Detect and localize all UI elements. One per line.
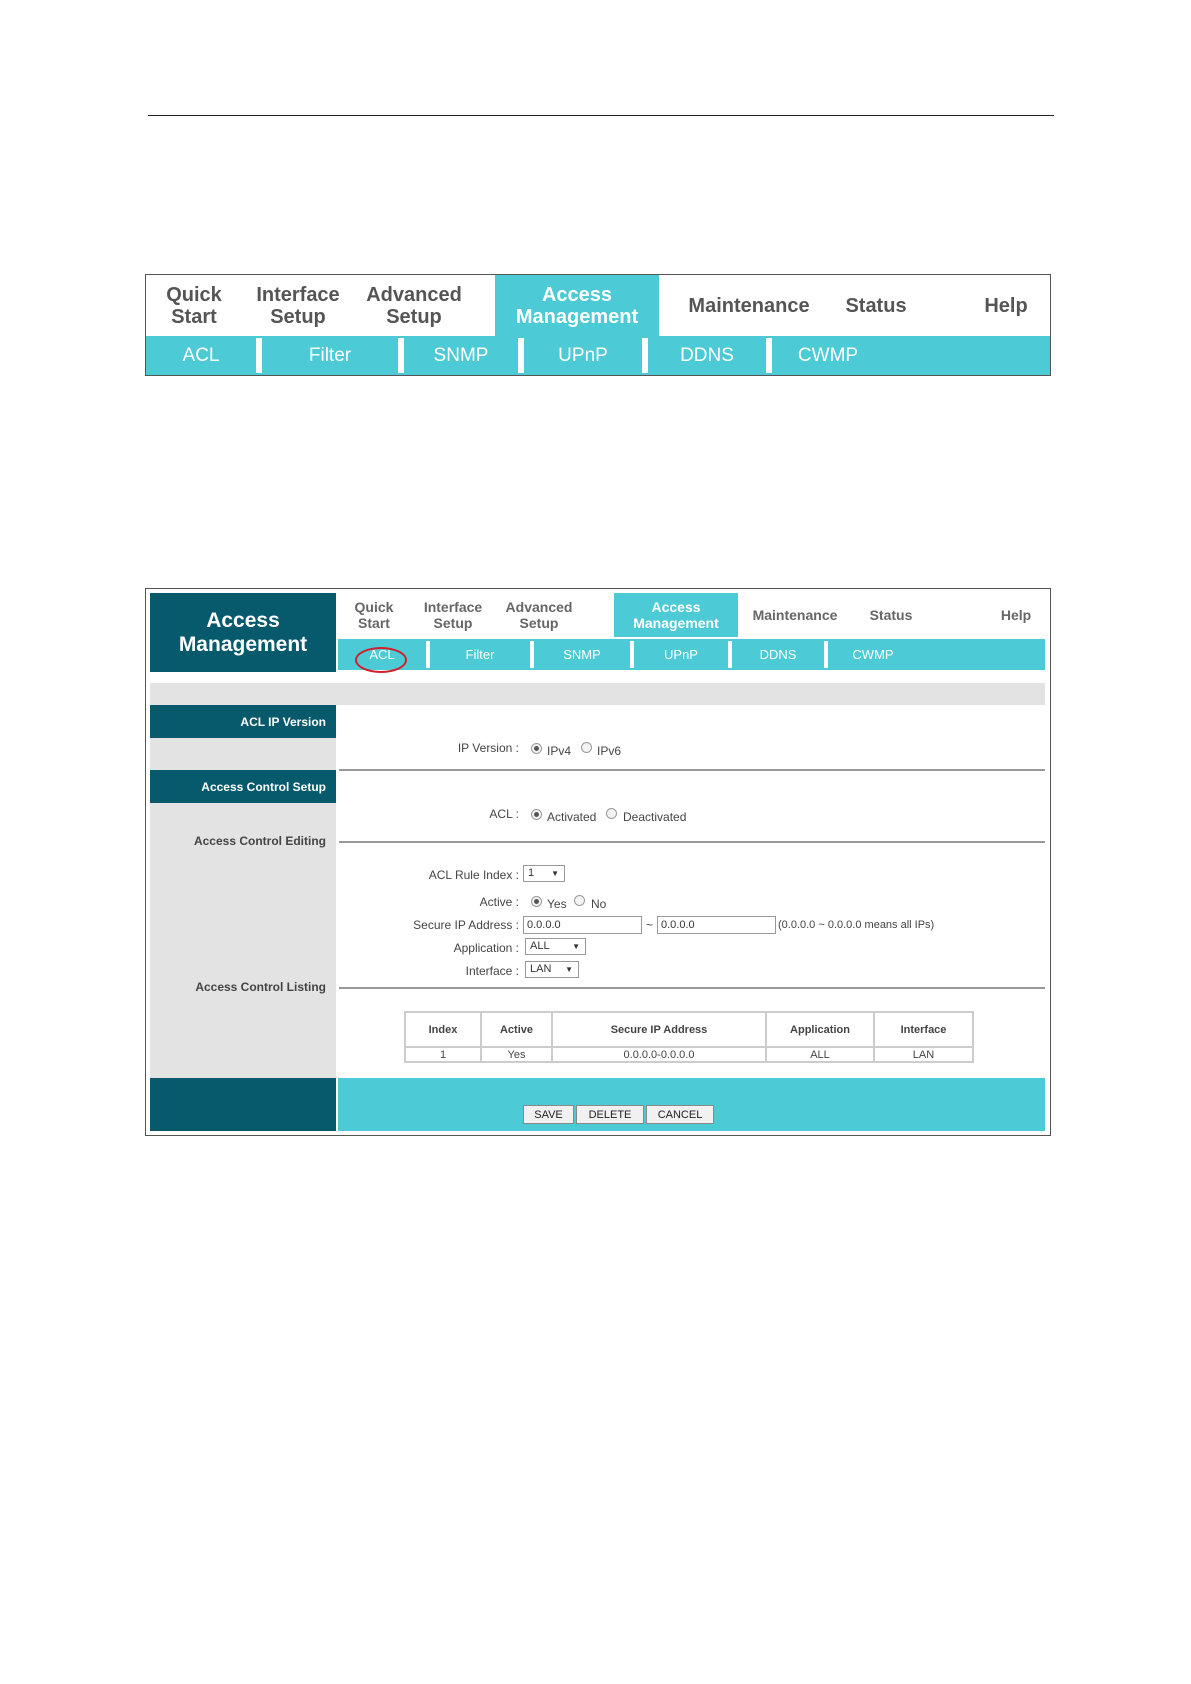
- ipv6-label: IPv6: [597, 744, 622, 758]
- access-control-table: [404, 1011, 974, 1063]
- table-cell: ALL: [766, 1047, 874, 1062]
- acl-deactivated-label: Deactivated: [623, 810, 687, 824]
- tab-quick-start[interactable]: Quick Start: [166, 283, 222, 328]
- interface-select[interactable]: [525, 961, 579, 978]
- tab-advanced-setup[interactable]: Advanced Setup: [366, 283, 462, 328]
- acl-activated-radio[interactable]: [531, 809, 542, 820]
- column-header-active: Active: [481, 1012, 552, 1047]
- application-label: Application :: [453, 941, 519, 955]
- ip-version-label: IP Version :: [457, 741, 519, 755]
- tab-access-management[interactable]: Access Management: [495, 275, 659, 336]
- left-label-column: [150, 705, 336, 1078]
- tab-access-management[interactable]: Access Management: [614, 593, 738, 637]
- column-header-secure-ip: Secure IP Address: [552, 1012, 766, 1047]
- secure-ip-note: (0.0.0.0 ~ 0.0.0.0 means all IPs): [778, 919, 935, 931]
- application-select[interactable]: [525, 938, 586, 955]
- page-brand-title: Access Management: [150, 593, 336, 672]
- secure-ip-end-input[interactable]: 0.0.0.0: [657, 916, 776, 934]
- tab-maintenance[interactable]: Maintenance: [752, 607, 838, 623]
- tab-advanced-setup[interactable]: Advanced Setup: [505, 599, 573, 631]
- secure-ip-separator: ~: [646, 918, 654, 932]
- section-acl-ip-version: ACL IP Version: [150, 705, 336, 738]
- table-header-row: [405, 1012, 973, 1047]
- tab-help[interactable]: Help: [984, 294, 1028, 317]
- active-yes-label: Yes: [547, 897, 567, 911]
- tab-status[interactable]: Status: [869, 607, 913, 623]
- table-cell: Yes: [481, 1047, 552, 1062]
- active-no-radio[interactable]: [574, 895, 585, 906]
- delete-button[interactable]: DELETE: [576, 1105, 644, 1124]
- sub-nav: [338, 639, 1045, 670]
- section-access-control-setup: Access Control Setup: [150, 770, 336, 803]
- nav-bar-figure: [145, 274, 1051, 376]
- acl-rule-index-label: ACL Rule Index :: [428, 868, 519, 882]
- subtab-ddns[interactable]: DDNS: [759, 647, 797, 662]
- acl-page-figure: [145, 588, 1051, 1136]
- save-button[interactable]: SAVE: [523, 1105, 574, 1124]
- footer-left-block: [150, 1078, 336, 1131]
- subtab-cwmp[interactable]: CWMP: [852, 647, 894, 662]
- table-cell: LAN: [874, 1047, 973, 1062]
- tab-maintenance[interactable]: Maintenance: [688, 294, 810, 317]
- subtab-upnp[interactable]: UPnP: [558, 344, 608, 366]
- subtab-upnp[interactable]: UPnP: [664, 647, 698, 662]
- secure-ip-start-input[interactable]: 0.0.0.0: [523, 916, 642, 934]
- ipv4-radio[interactable]: [531, 743, 542, 754]
- dropdown-arrow-icon: ▼: [551, 869, 559, 878]
- table-row[interactable]: [405, 1047, 973, 1062]
- subtab-snmp[interactable]: SNMP: [433, 344, 489, 366]
- cancel-button[interactable]: CANCEL: [646, 1105, 714, 1124]
- content-top-bar: [150, 683, 1045, 705]
- active-yes-radio[interactable]: [531, 896, 542, 907]
- tab-interface-setup[interactable]: Interface Setup: [423, 599, 483, 631]
- acl-highlight-circle: [355, 647, 407, 673]
- acl-activated-label: Activated: [547, 810, 597, 824]
- secure-ip-label: Secure IP Address :: [413, 918, 519, 932]
- acl-deactivated-radio[interactable]: [606, 808, 617, 819]
- column-header-interface: Interface: [874, 1012, 973, 1047]
- dropdown-arrow-icon: ▼: [565, 965, 573, 974]
- divider: [339, 769, 1045, 771]
- page-header-rule: [148, 115, 1054, 116]
- main-nav: [146, 275, 1050, 336]
- subtab-ddns[interactable]: DDNS: [680, 344, 734, 366]
- active-no-label: No: [591, 897, 607, 911]
- tab-help[interactable]: Help: [1000, 607, 1032, 623]
- subtab-cwmp[interactable]: CWMP: [797, 344, 859, 366]
- subtab-snmp[interactable]: SNMP: [563, 647, 601, 662]
- tab-status[interactable]: Status: [845, 294, 907, 317]
- acl-rule-index-value: 1: [528, 867, 535, 879]
- acl-label: ACL :: [489, 807, 519, 821]
- active-label: Active :: [479, 895, 519, 909]
- table-cell: 1: [405, 1047, 481, 1062]
- interface-label: Interface :: [465, 964, 519, 978]
- subtab-filter[interactable]: Filter: [465, 647, 495, 662]
- sub-nav: [146, 336, 1050, 375]
- section-access-control-listing: Access Control Listing: [195, 980, 326, 994]
- column-header-application: Application: [766, 1012, 874, 1047]
- section-access-control-editing: Access Control Editing: [193, 834, 326, 848]
- column-header-index: Index: [405, 1012, 481, 1047]
- interface-value: LAN: [530, 963, 552, 975]
- dropdown-arrow-icon: ▼: [572, 942, 580, 951]
- table-cell: 0.0.0.0-0.0.0.0: [552, 1047, 766, 1062]
- subtab-filter[interactable]: Filter: [308, 344, 352, 366]
- ipv6-radio[interactable]: [581, 742, 592, 753]
- divider: [339, 841, 1045, 843]
- subtab-acl[interactable]: ACL: [182, 344, 220, 366]
- tab-quick-start[interactable]: Quick Start: [354, 599, 394, 631]
- divider: [339, 987, 1045, 989]
- ipv4-label: IPv4: [547, 744, 572, 758]
- application-value: ALL: [530, 940, 550, 952]
- subtab-acl[interactable]: ACL: [369, 647, 395, 662]
- acl-rule-index-select[interactable]: [523, 865, 565, 882]
- tab-interface-setup[interactable]: Interface Setup: [256, 283, 340, 328]
